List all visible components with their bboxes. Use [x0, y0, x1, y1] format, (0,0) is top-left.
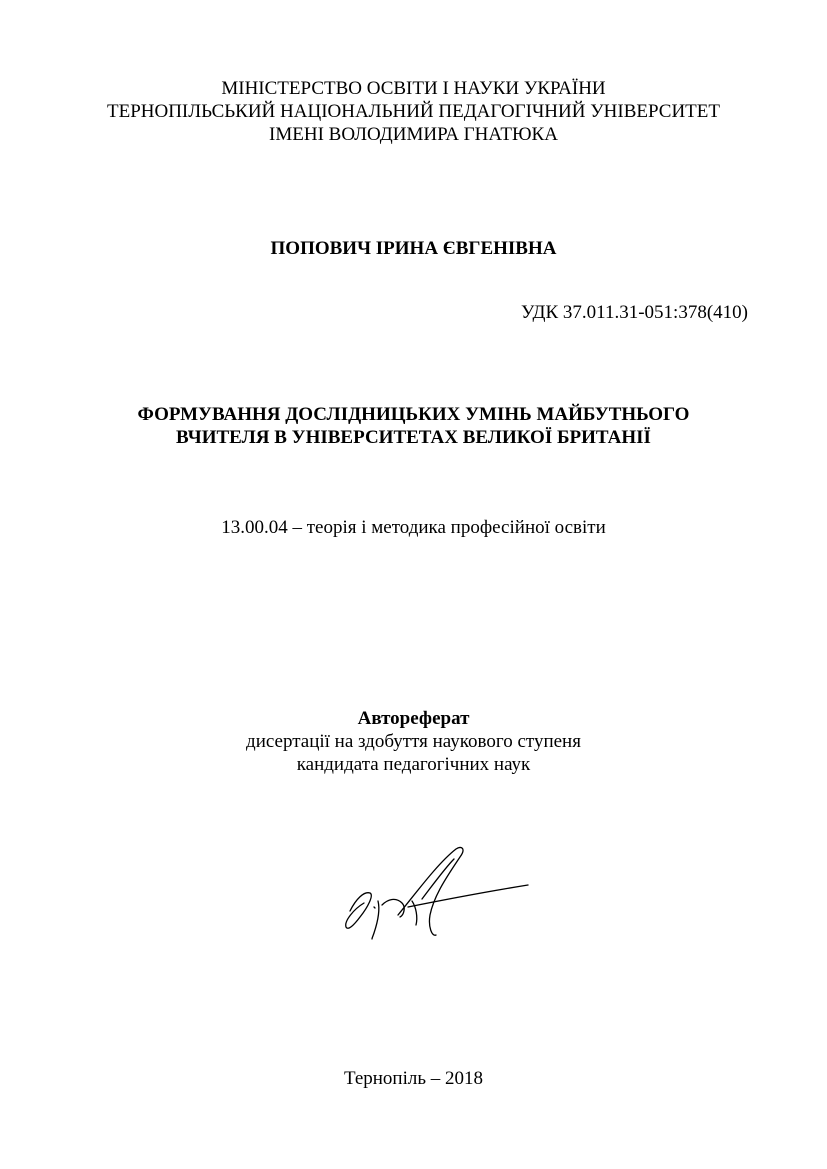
specialty-code: 13.00.04 – теорія і методика професійної освіти	[221, 517, 606, 538]
abstract-heading: Автореферат	[357, 708, 470, 729]
university-name-line1: ТЕРНОПІЛЬСЬКИЙ НАЦІОНАЛЬНИЙ ПЕДАГОГІЧНИЙ УНІВЕРСИТЕТ	[106, 101, 720, 122]
city-year: Тернопіль – 2018	[343, 1068, 484, 1089]
thesis-title-line2: ВЧИТЕЛЯ В УНІВЕРСИТЕТАХ ВЕЛИКОЇ БРИТАНІЇ	[176, 427, 651, 448]
ministry-name: МІНІСТЕРСТВО ОСВІТИ І НАУКИ УКРАЇНИ	[221, 78, 606, 99]
abstract-description-line2: кандидата педагогічних наук	[296, 754, 531, 775]
udk-code: УДК 37.011.31-051:378(410)	[521, 302, 748, 323]
signature-icon	[338, 843, 538, 943]
author-name: ПОПОВИЧ ІРИНА ЄВГЕНІВНА	[270, 238, 557, 259]
thesis-title-line1: ФОРМУВАННЯ ДОСЛІДНИЦЬКИХ УМІНЬ МАЙБУТНЬОГО	[137, 404, 690, 425]
university-name-line2: ІМЕНІ ВОЛОДИМИРА ГНАТЮКА	[269, 124, 558, 145]
abstract-description-line1: дисертації на здобуття наукового ступеня	[246, 731, 581, 752]
